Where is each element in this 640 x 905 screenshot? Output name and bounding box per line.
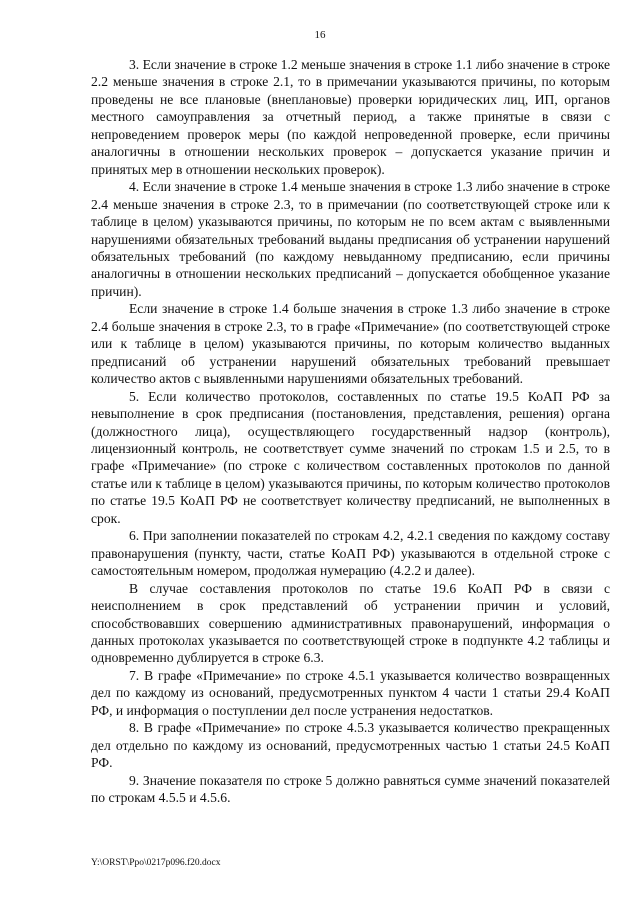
- document-body: [91, 56, 610, 806]
- paragraph-item-6-continued: В случае составления протоколов по статье 19.6 КоАП РФ в связи с неисполнением в срок представлений об устранении причин и условий, способствовавших совершению административных правонарушений, информация о данных протоколах указывается по соответствующей строке в подпункте 4.2 таблицы и одновременно дублируется в строке 6.3.: [91, 580, 610, 666]
- paragraph-item-8: 8. В графе «Примечание» по строке 4.5.3 указывается количество прекращенных дел отдельно по каждому из оснований, предусмотренных частью 1 статьи 24.5 КоАП РФ.: [91, 720, 610, 771]
- paragraph-item-6: 6. При заполнении показателей по строкам 4.2, 4.2.1 сведения по каждому составу правонарушения (пункту, части, статье КоАП РФ) указываются в отдельной строке с самостоятельным номером, продолжая нумерацию (4.2.2 и далее).: [91, 528, 610, 579]
- paragraph-item-5: 5. Если количество протоколов, составленных по статье 19.5 КоАП РФ за невыполнение в срок предписания (постановления, представления, решения) органа (должностного лица), осуществляющего государственный надзор (контроль), лицензионный контроль, не соответствует сумме значений по строкам 1.5 и 2.5, то в графе «Примечание» (по строке с количеством составленных протоколов по данной статье или к таблице в целом) указываются причины, по которым количество протоколов по статье 19.5 КоАП РФ не соответствует количеству предписаний, не выполненных в срок.: [91, 388, 610, 526]
- paragraph-item-3: 3. Если значение в строке 1.2 меньше значения в строке 1.1 либо значение в строке 2.2 меньше значения в строке 2.1, то в примечании указываются причины, по которым проведены не все плановые (внеплановые) проверки юридических лиц, ИП, органов местного самоуправления за отчетный период, а также принятые в связи с непроведением проверок меры (по каждой непроведенной проверке, если причины аналогичны в отношении нескольких проверок – допускается указание причин и принятых мер в отношении нескольких проверок).: [91, 57, 610, 177]
- page-number: 16: [314, 29, 326, 41]
- paragraph-item-9: 9. Значение показателя по строке 5 должно равняться сумме значений показателей по строкам 4.5.5 и 4.5.6.: [91, 772, 610, 806]
- paragraph-item-7: 7. В графе «Примечание» по строке 4.5.1 указывается количество возвращенных дел по каждому из оснований, предусмотренных пунктом 4 части 1 статьи 29.4 КоАП РФ, и информация о поступлении дел после устранения недостатков.: [91, 667, 610, 718]
- paragraph-item-4-continued: Если значение в строке 1.4 больше значения в строке 1.3 либо значение в строке 2.4 больше значения в строке 2.3, то в графе «Примечание» (по соответствующей строке или к таблице в целом) указываются причины, по которым количество выданных предписаний об устранении нарушений обязательных требований превышает количество актов с выявленными нарушениями обязательных требований.: [91, 301, 610, 387]
- paragraph-item-4: 4. Если значение в строке 1.4 меньше значения в строке 1.3 либо значение в строке 2.4 меньше значения в строке 2.3, то в примечании (по соответствующей строке или к таблице в целом) указываются причины, по которым не по всем актам с выявленными нарушениями обязательных требований выданы предписания об устранении нарушений обязательных требований (по каждому невыданному предписанию, если причины аналогичны в отношении нескольких предписаний – допускается обобщенное указание причин).: [91, 179, 610, 299]
- file-path-footer: Y:\ORST\Ppo\0217p096.f20.docx: [91, 858, 221, 868]
